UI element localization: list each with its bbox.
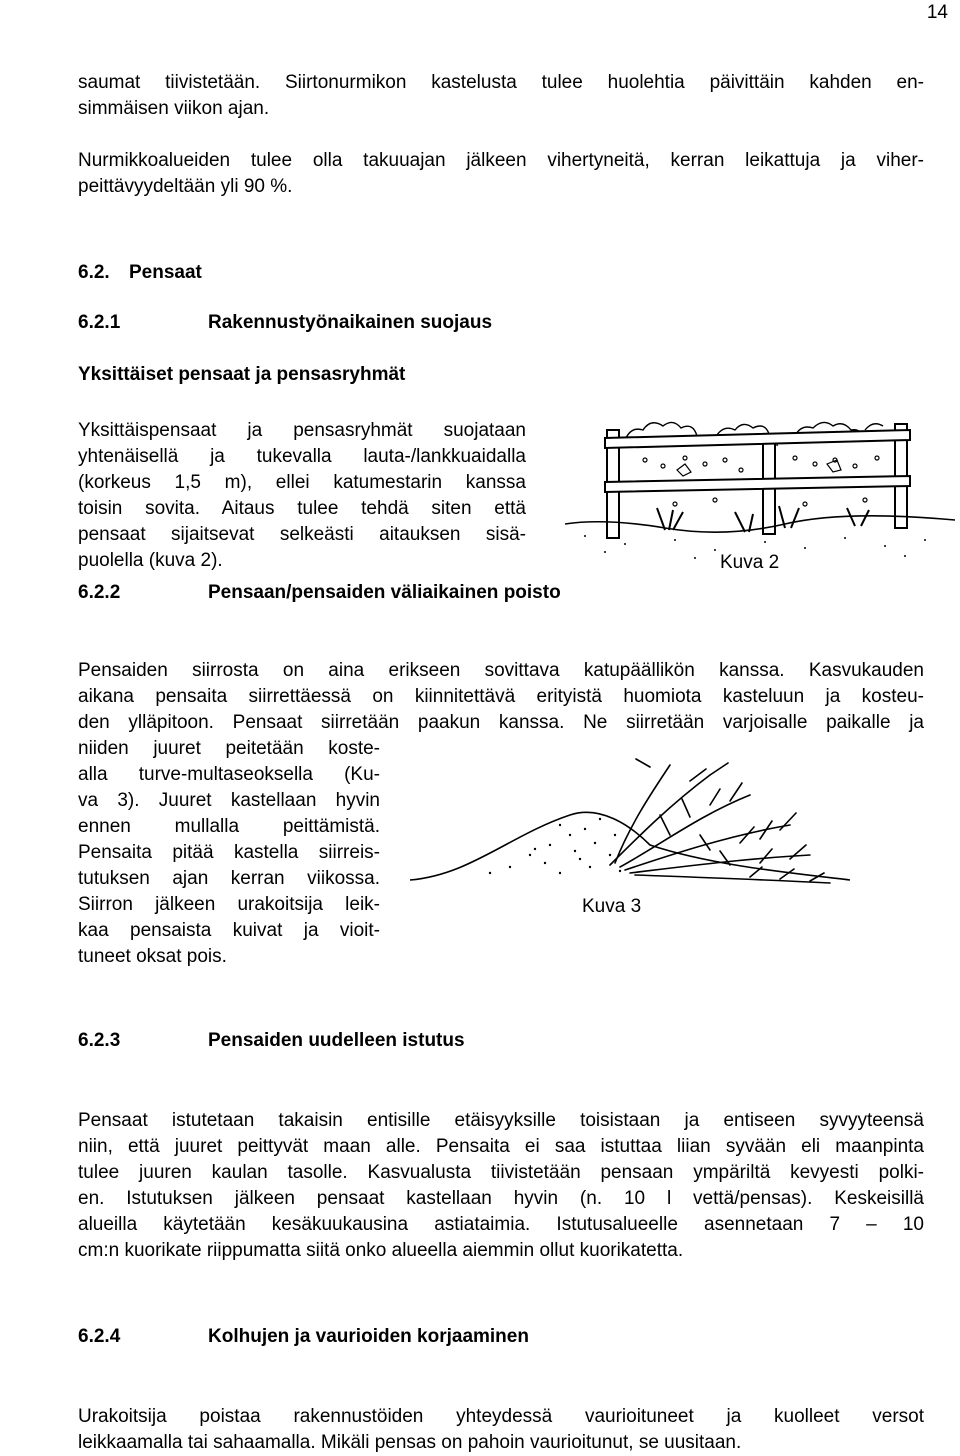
- intro-paragraph-1: [78, 70, 924, 122]
- section-number: 6.2.: [78, 262, 110, 283]
- section-6-2-3-heading: [0, 1030, 960, 1056]
- section-number: 6.2.4: [78, 1326, 121, 1347]
- text-line: Siirron jälkeen urakoitsija leik-: [78, 894, 380, 915]
- text-line: kaa pensaista kuivat ja vioit-: [78, 920, 380, 941]
- section-6-2-2-paragraph: [78, 658, 924, 736]
- figure-caption: Kuva 2: [720, 552, 780, 573]
- subheading: Yksittäiset pensaat ja pensasryhmät: [78, 364, 406, 385]
- section-6-2-2-heading: [0, 582, 960, 608]
- text-line: tuneet oksat pois.: [78, 946, 227, 967]
- section-number: 6.2.2: [78, 582, 121, 603]
- text-line: niin, että juuret peittyvät maan alle. Pensaita ei saa istuttaa liian syvään eli maanpinta: [78, 1136, 924, 1157]
- section-number: 6.2.1: [78, 312, 121, 333]
- text-line: puolella (kuva 2).: [78, 550, 223, 571]
- text-line: en. Istutuksen jälkeen pensaat kastellaan hyvin (n. 10 l vettä/pensas). Keskeisillä: [78, 1188, 924, 1209]
- section-6-2-3-paragraph: [78, 1108, 924, 1264]
- text-line: simmäisen viikon ajan.: [78, 98, 270, 119]
- text-line: cm:n kuorikate riippumatta siitä onko alueella aiemmin ollut kuorikatetta.: [78, 1240, 684, 1261]
- text-line: Yksittäispensaat ja pensasryhmät suojataan: [78, 420, 526, 441]
- page-number: 14: [926, 2, 948, 23]
- text-line: leikkaamalla tai sahaamalla. Mikäli pensas on pahoin vaurioitunut, se uusitaan.: [78, 1432, 742, 1453]
- section-6-2-2-paragraph-continued: [78, 736, 380, 970]
- text-line: den ylläpitoon. Pensaat siirretään paakun kanssa. Ne siirretään varjoisalle paikalle ja: [78, 712, 924, 733]
- section-6-2-heading: [78, 262, 202, 284]
- section-number: 6.2.3: [78, 1030, 121, 1051]
- intro-paragraph-2: [78, 148, 924, 200]
- section-title: Pensaat: [128, 262, 202, 283]
- text-line: Pensaiden siirrosta on aina erikseen sovittava katupäällikön kanssa. Kasvukauden: [78, 660, 924, 681]
- section-title: Pensaan/pensaiden väliaikainen poisto: [208, 582, 561, 603]
- section-6-2-1-paragraph: [78, 418, 526, 574]
- text-line: tutuksen ajan kerran viikossa.: [78, 868, 380, 889]
- text-line: aikana pensaita siirrettäessä on kiinnitettävä erityistä huomiota kasteluun ja kosteu-: [78, 686, 924, 707]
- section-6-2-4-heading: [0, 1326, 960, 1352]
- text-line: Nurmikkoalueiden tulee olla takuuajan jälkeen vihertyneitä, kerran leikattuja ja viher-: [78, 150, 924, 171]
- text-line: toisin sovita. Aitaus tulee tehdä siten että: [78, 498, 526, 519]
- figure-caption: Kuva 3: [582, 896, 642, 917]
- section-6-2-1-heading: [0, 312, 960, 338]
- text-line: saumat tiivistetään. Siirtonurmikon kastelusta tulee huolehtia päivittäin kahden en-: [78, 72, 924, 93]
- text-line: Urakoitsija poistaa rakennustöiden yhteydessä vaurioituneet ja kuolleet versot: [78, 1406, 924, 1427]
- section-title: Pensaiden uudelleen istutus: [208, 1030, 465, 1051]
- section-title: Rakennustyönaikainen suojaus: [208, 312, 493, 333]
- text-line: alla turve-multaseoksella (Ku-: [78, 764, 380, 785]
- text-line: (korkeus 1,5 m), ellei katumestarin kanssa: [78, 472, 526, 493]
- text-line: Pensaita pitää kastella siirreis-: [78, 842, 380, 863]
- section-6-2-4-paragraph: [78, 1404, 924, 1456]
- text-line: Pensaat istutetaan takaisin entisille etäisyyksille toisistaan ja entiseen syvyyteensä: [78, 1110, 924, 1131]
- text-line: pensaat sijaitsevat selkeästi aitauksen sisä-: [78, 524, 526, 545]
- text-line: alueilla käytetään kesäkuukausina astiataimia. Istutusalueelle asennetaan 7 – 10: [78, 1214, 924, 1235]
- shrub-root-ball-illustration: [410, 755, 850, 905]
- text-line: tulee juuren kaulan tasolle. Kasvualusta tiivistetään pensaan ympäriltä kevyesti polki-: [78, 1162, 924, 1183]
- text-line: niiden juuret peitetään koste-: [78, 738, 380, 759]
- section-title: Kolhujen ja vaurioiden korjaaminen: [208, 1326, 529, 1347]
- text-line: yhtenäisellä ja tukevalla lauta-/lankkuaidalla: [78, 446, 526, 467]
- text-line: va 3). Juuret kastellaan hyvin: [78, 790, 380, 811]
- text-line: peittävyydeltään yli 90 %.: [78, 176, 293, 197]
- text-line: ennen mullalla peittämistä.: [78, 816, 380, 837]
